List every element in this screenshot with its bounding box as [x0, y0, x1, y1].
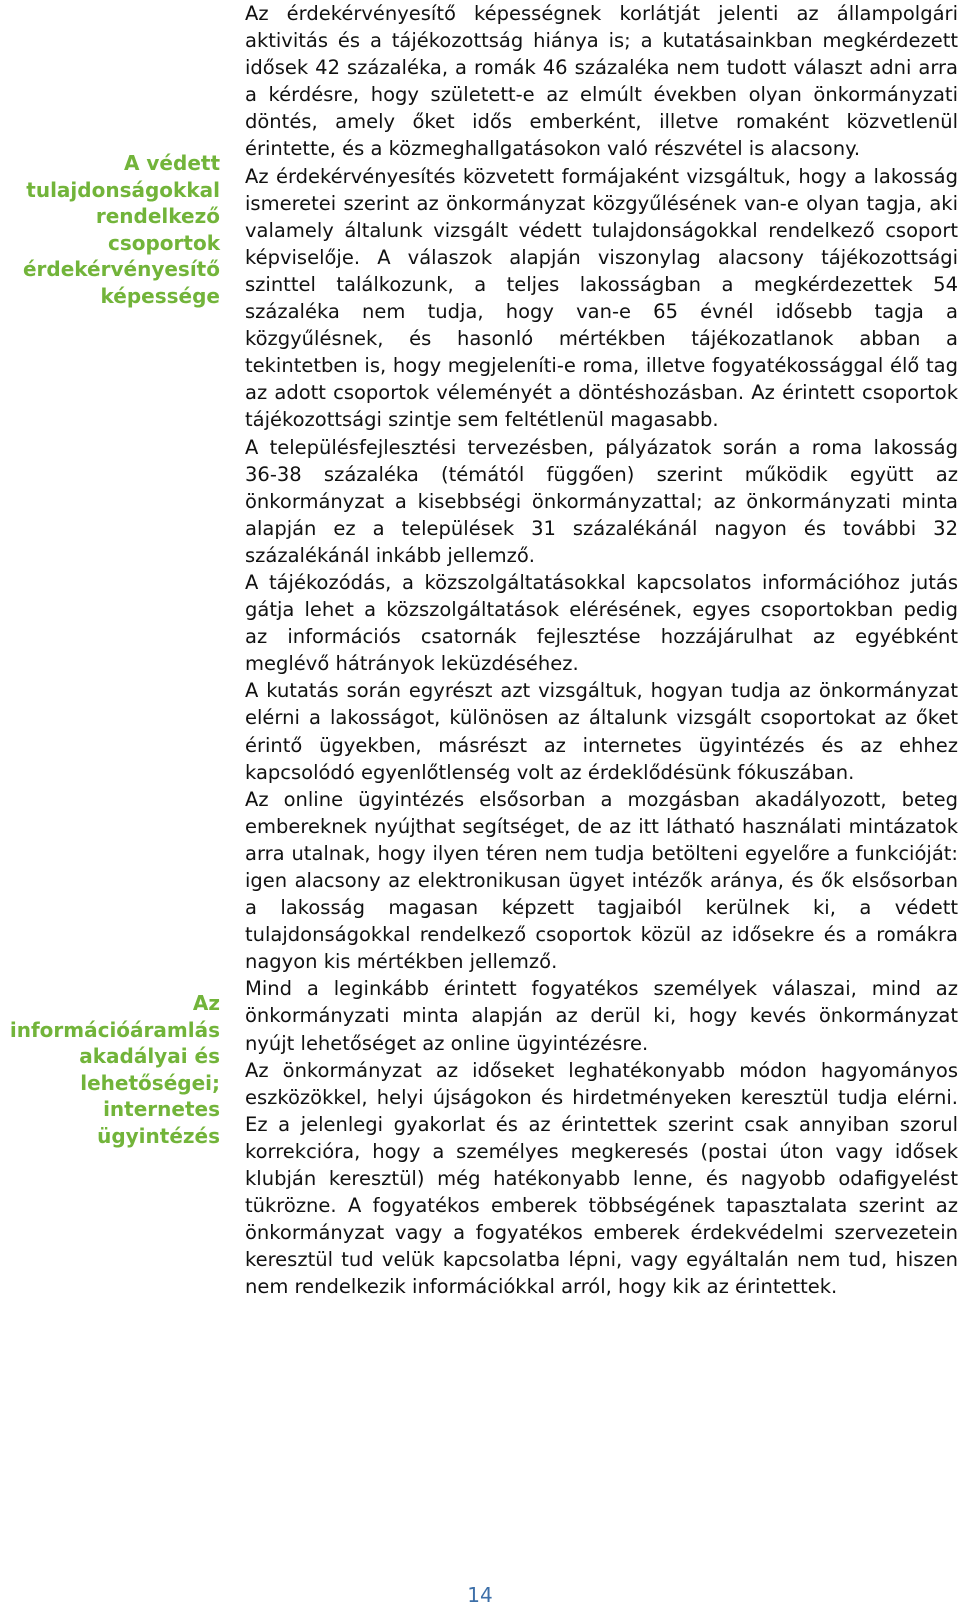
sidebar-heading-interest-advocacy: A védett tulajdonságokkal rendelkező csoportok érdekérvényesítő képessége: [22, 151, 220, 308]
paragraph: Az online ügyintézés elsősorban a mozgásban akadályozott, beteg embereknek nyújthat segítséget, de az itt látható használati mintázatok arra utalnak, hogy ilyen téren nem tudja betölteni egyelőre a funkcióját: igen alacsony az elektronikusan ügyet intézők aránya, és ők elsősorban a lakosság magasan képzett tagjaiból kerülnek ki, a védett tulajdonságokkal rendelkező csoportok közül az idősekre és a romákra nagyon kis mértékben jellemző.: [245, 787, 958, 974]
paragraph: Az érdekérvényesítő képességnek korlátját jelenti az állampolgári aktivitás és a tájékozottság hiánya is; a kutatásainkban megkérdezett idősek 42 százaléka, a romák 46 százaléka nem tudott választ adni arra a kérdésre, hogy született-e az elmúlt években olyan önkormányzati döntés, amely őket idős emberként, illetve romaként közvetlenül érintette, és a közmeghallgatásokon való részvétel is alacsony.: [245, 2, 958, 161]
body-text: [245, 0, 958, 1301]
paragraph: Az önkormányzat az időseket leghatékonyabb módon hagyományos eszközökkel, helyi újságokon és hirdetményeken keresztül tudja elérni. Ez a jelenlegi gyakorlat és az érintettek szerint csak annyiban szorul korrekcióra, hogy a személyes megkeresés (postai úton vagy idősek klubján keresztül) még hatékonyabb lenne, és nagyobb odafigyelést tükrözne. A fogyatékos emberek többségének tapasztalata szerint az önkormányzat vagy a fogyatékos emberek érdekvédelmi szervezetein keresztül tud velük kapcsolatba lépni, vagy egyáltalán nem tud, hiszen nem rendelkezik információkkal arról, hogy kik az érintettek.: [245, 1058, 958, 1299]
paragraph: Az érdekérvényesítés közvetett formájaként vizsgáltuk, hogy a lakosság ismeretei szerint az önkormányzat közgyűlésének van-e olyan tagja, aki valamely általunk vizsgált védett tulajdonságokkal rendelkező csoport képviselője. A válaszok alapján viszonylag alacsony tájékozottsági szinttel találkozunk, a teljes lakosságban a megkérdezettek 54 százaléka nem tudja, hogy van-e 65 évnél idősebb tagja a közgyűlésnek, és hasonló mértékben tájékozatlanok abban a tekintetben is, hogy megjeleníti-e roma, illetve fogyatékossággal élő tag az adott csoportok véleményét a döntéshozásban. Az érintett csoportok tájékozottsági szintje sem feltétlenül magasabb.: [245, 164, 958, 432]
paragraph: A településfejlesztési tervezésben, pályázatok során a roma lakosság 36-38 százaléka (témától függően) szerint működik együtt az önkormányzat a kisebbségi önkormányzattal; az önkormányzati minta alapján ez a települések 31 százalékánál nagyon és további 32 százalékánál inkább jellemző.: [245, 435, 958, 567]
page-number-label: 14: [467, 1583, 493, 1607]
paragraph: A kutatás során egyrészt azt vizsgáltuk, hogyan tudja az önkormányzat elérni a lakosságot, különösen az általunk vizsgált csoportokat az őket érintő ügyekben, másrészt az internetes ügyintézés és az ehhez kapcsolódó egyenlőtlenség volt az érdeklődésünk fókuszában.: [245, 679, 958, 784]
page-number: [0, 1583, 960, 1607]
paragraph: A tájékozódás, a közszolgáltatásokkal kapcsolatos információhoz jutás gátja lehet a közszolgáltatások elérésének, egyes csoportokban pedig az információs csatornák fejlesztése hozzájárulhat az egyébként meglévő hátrányok leküzdéséhez.: [245, 570, 958, 676]
sidebar-heading-information-flow: Az információáramlás akadályai és lehetőségei; internetes ügyintézés: [9, 991, 220, 1148]
paragraph: Mind a leginkább érintett fogyatékos személyek válaszai, mind az önkormányzati minta alapján az derül ki, hogy kevés önkormányzat nyújt lehetőséget az online ügyintézésre.: [245, 977, 958, 1055]
